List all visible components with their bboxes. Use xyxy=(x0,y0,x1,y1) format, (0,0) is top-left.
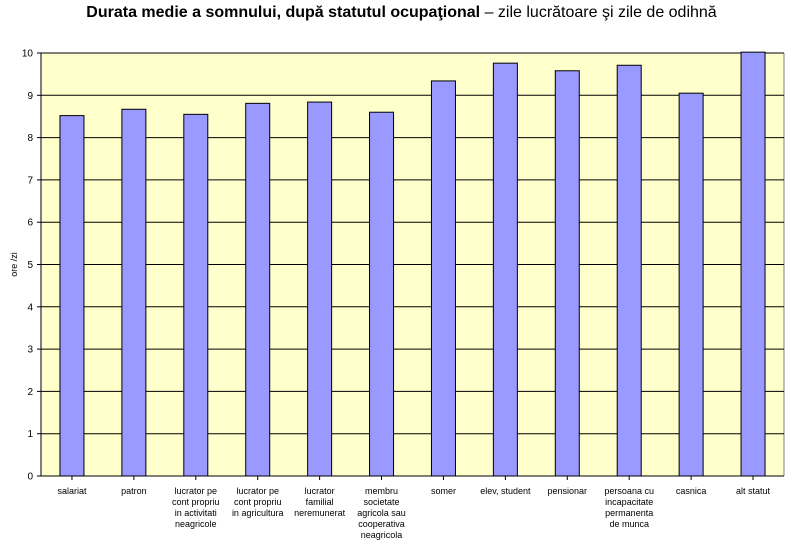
x-tick-label: persoana cu incapacitate permanenta de munca xyxy=(604,486,654,529)
y-tick-label: 5 xyxy=(27,260,33,271)
y-tick-label: 2 xyxy=(27,386,33,398)
bar xyxy=(493,63,517,476)
bar xyxy=(555,71,579,476)
y-tick-label: 10 xyxy=(21,48,33,60)
x-tick-label: casnica xyxy=(675,486,707,496)
y-tick-label: 8 xyxy=(27,133,33,145)
chart-title-sub: – zile lucrătoare şi zile de odihnă xyxy=(480,4,717,21)
y-tick-label: 0 xyxy=(27,471,33,483)
y-tick-label: 6 xyxy=(27,217,33,229)
x-tick-label: lucrator pe cont propriu in activitati neagricole xyxy=(172,486,220,529)
x-tick-label: salariat xyxy=(57,486,87,496)
y-tick-label: 4 xyxy=(27,302,33,314)
bar xyxy=(60,116,84,476)
chart-title-main: Durata medie a somnului, după statutul ocupaţional xyxy=(86,4,481,21)
bar xyxy=(184,114,208,476)
y-tick-label: 7 xyxy=(27,175,33,187)
bar xyxy=(122,109,146,476)
bar xyxy=(370,112,394,476)
x-tick-label: lucrator pe cont propriu in agricultura xyxy=(231,486,284,518)
x-tick-label: patron xyxy=(121,486,147,496)
y-axis-label: ore /zi xyxy=(9,252,19,277)
bar xyxy=(431,81,455,476)
x-tick-label: somer xyxy=(430,486,456,496)
x-tick-label: pensionar xyxy=(547,486,588,496)
bar xyxy=(617,65,641,476)
bar xyxy=(741,52,765,476)
x-tick-label: alt statut xyxy=(736,486,771,496)
x-tick-label: lucrator familial neremunerat xyxy=(294,486,346,518)
bar xyxy=(308,102,332,476)
plot-area xyxy=(9,49,784,541)
x-tick-label: membru societate agricola sau cooperativa neagricola xyxy=(357,486,406,540)
bar xyxy=(246,103,270,476)
bar xyxy=(679,93,703,476)
y-tick-label: 3 xyxy=(27,344,33,356)
y-tick-label: 9 xyxy=(27,90,33,102)
x-tick-label: elev, student xyxy=(480,486,531,496)
y-tick-label: 1 xyxy=(27,429,33,441)
